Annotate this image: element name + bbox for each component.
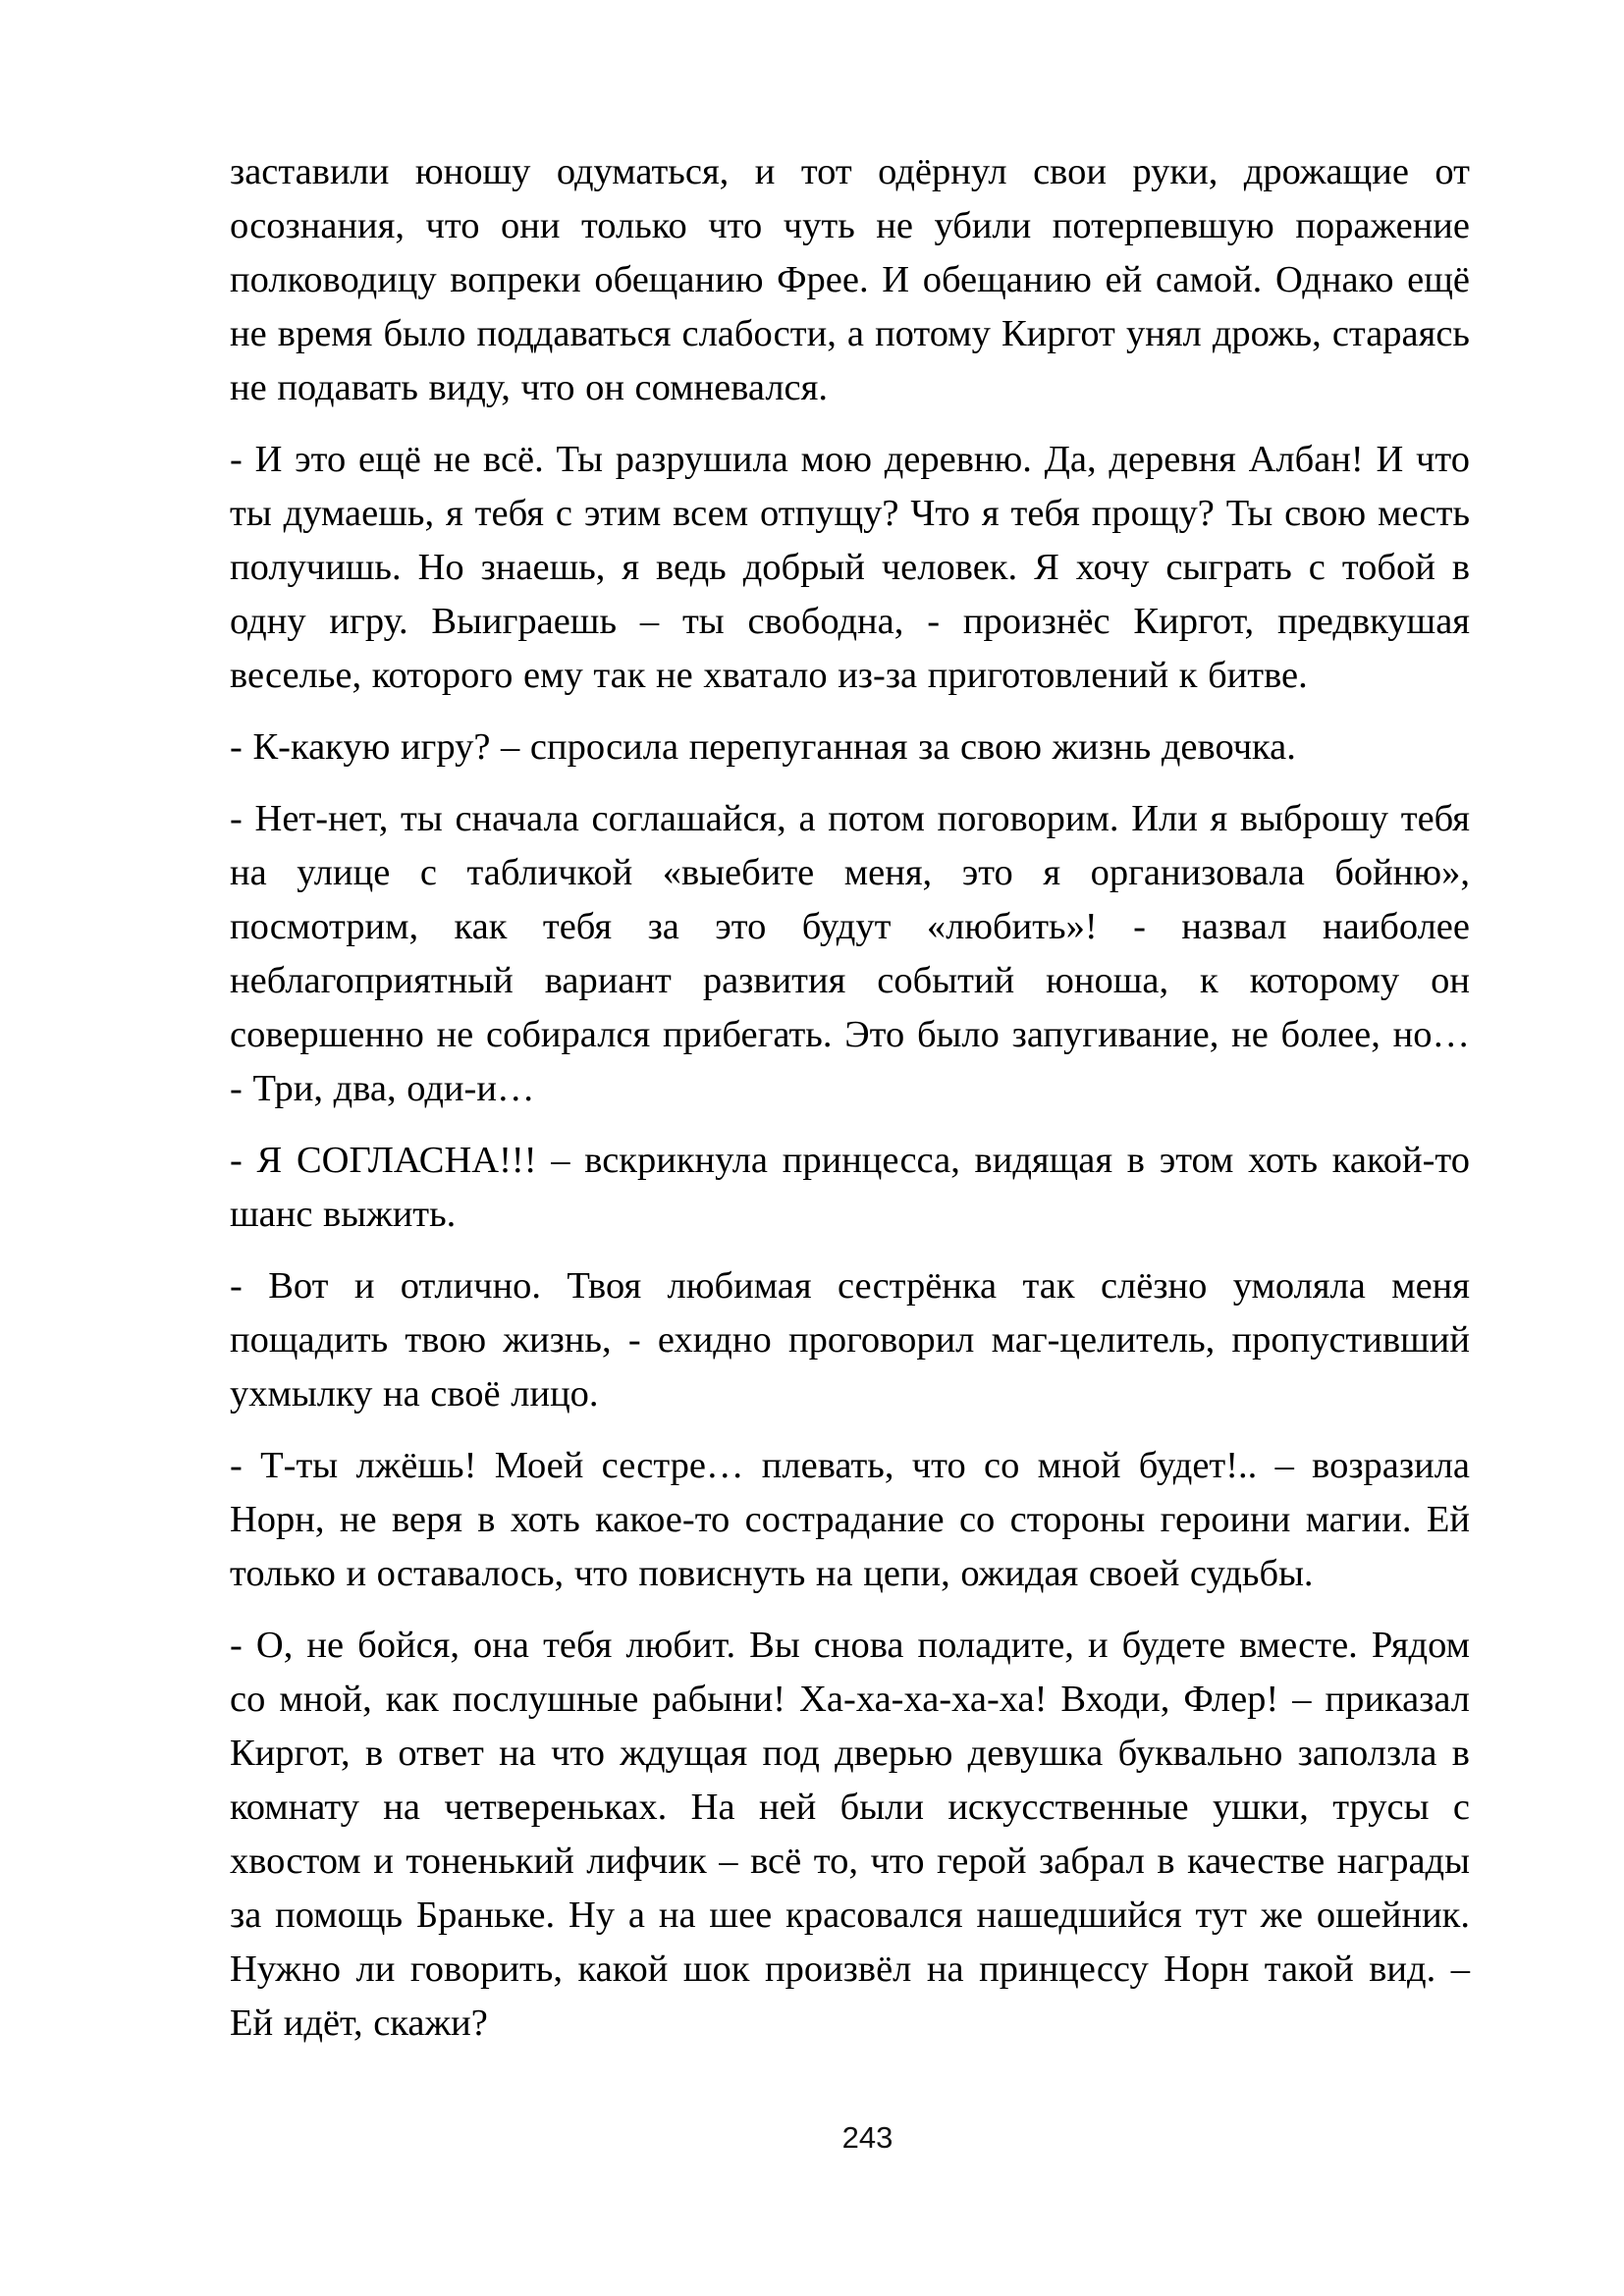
paragraph: - О, не бойся, она тебя любит. Вы снова поладите, и будете вместе. Рядом со мной, как послушные рабыни! Ха-ха-ха-ха-ха! Входи, Флер! – приказал Киргот, в ответ на что ждущая под дверью девушка буквально заползла в комнату на четвереньках. На ней были искусственные ушки, трусы с хвостом и тоненький лифчик – всё то, что герой забрал в качестве награды за помощь Браньке. Ну а на шее красовался нашедшийся тут же ошейник. Нужно ли говорить, какой шок произвёл на принцессу Норн такой вид. – Ей идёт, скажи?: [230, 1625, 1470, 2044]
paragraph: - Т-ты лжёшь! Моей сестре… плевать, что со мной будет!.. – возразила Норн, не веря в хоть какое-то сострадание со стороны героини магии. Ей только и оставалось, что повиснуть на цепи, ожидая своей судьбы.: [230, 1445, 1470, 1594]
paragraph: - Нет-нет, ты сначала соглашайся, а потом поговорим. Или я выброшу тебя на улице с табличкой «выебите меня, это я организовала бойню», посмотрим, как тебя за это будут «любить»! - назвал наиболее неблагоприятный вариант развития событий юноша, к которому он совершенно не собирался прибегать. Это было запугивание, не более, но… - Три, два, оди-и…: [230, 798, 1470, 1109]
paragraph: - Вот и отлично. Твоя любимая сестрёнка так слёзно умоляла меня пощадить твою жизнь, - ехидно проговорил маг-целитель, пропустивший ухмылку на своё лицо.: [230, 1265, 1470, 1415]
footer: [247, 2118, 1488, 2158]
paragraph: - К-какую игру? – спросила перепуганная за свою жизнь девочка.: [230, 726, 1296, 768]
paragraph: заставили юношу одуматься, и тот одёрнул свои руки, дрожащие от осознания, что они только что чуть не убили потерпевшую поражение полководицу вопреки обещанию Фрее. И обещанию ей самой. Однако ещё не время было поддаваться слабости, а потому Киргот унял дрожь, стараясь не подавать виду, что он сомневался.: [230, 151, 1470, 408]
paragraph: - И это ещё не всё. Ты разрушила мою деревню. Да, деревня Албан! И что ты думаешь, я тебя с этим всем отпущу? Что я тебя прощу? Ты свою месть получишь. Но знаешь, я ведь добрый человек. Я хочу сыграть с тобой в одну игру. Выиграешь – ты свободна, - произнёс Киргот, предвкушая веселье, которого ему так не хватало из-за приготовлений к битве.: [230, 439, 1470, 696]
page-number: 243: [841, 2120, 893, 2155]
paragraph: - Я СОГЛАСНА!!! – вскрикнула принцесса, видящая в этом хоть какой-то шанс выжить.: [230, 1140, 1470, 1235]
document-content: [230, 145, 1470, 2068]
